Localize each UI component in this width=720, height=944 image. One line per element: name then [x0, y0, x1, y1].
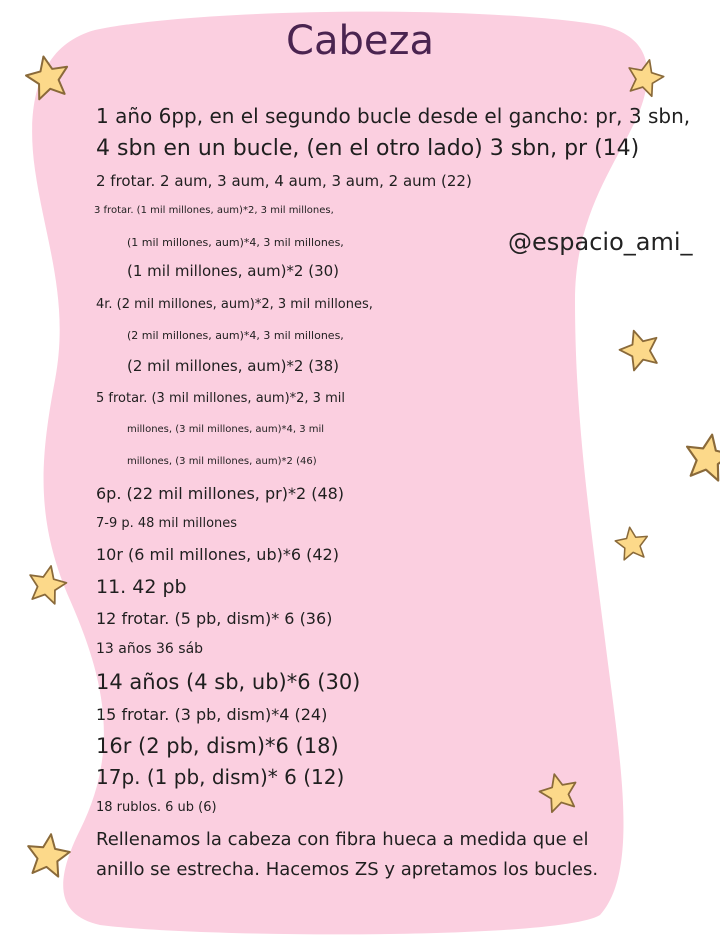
- star-icon: [609, 521, 654, 566]
- pattern-line: 3 frotar. (1 mil millones, aum)*2, 3 mil millones,: [94, 205, 334, 216]
- pattern-line: 13 años 36 sáb: [96, 641, 204, 657]
- pattern-line: 17p. (1 pb, dism)* 6 (12): [96, 765, 345, 789]
- pattern-line: 4 sbn en un bucle, (en el otro lado) 3 sbn, pr (14): [96, 136, 640, 161]
- pattern-line: 1 año 6pp, en el segundo bucle desde el gancho: pr, 3 sbn,: [96, 104, 691, 128]
- pattern-line: 2 frotar. 2 aum, 3 aum, 4 aum, 3 aum, 2 aum (22): [96, 172, 472, 190]
- pattern-line: anillo se estrecha. Hacemos ZS y apretamos los bucles.: [96, 859, 599, 880]
- pattern-line: (1 mil millones, aum)*2 (30): [127, 262, 340, 280]
- star-icon: [19, 827, 78, 886]
- pattern-line: 14 años (4 sb, ub)*6 (30): [96, 670, 361, 694]
- pattern-line: 4r. (2 mil millones, aum)*2, 3 mil millones,: [96, 297, 373, 312]
- pattern-line: 5 frotar. (3 mil millones, aum)*2, 3 mil: [96, 391, 345, 406]
- pattern-line: 15 frotar. (3 pb, dism)*4 (24): [96, 705, 328, 724]
- page-title: Cabeza: [286, 18, 434, 64]
- pattern-line: 10r (6 mil millones, ub)*6 (42): [96, 545, 339, 564]
- pattern-line: 6p. (22 mil millones, pr)*2 (48): [96, 484, 345, 503]
- pattern-line: 16r (2 pb, dism)*6 (18): [96, 734, 339, 758]
- pattern-line: (2 mil millones, aum)*4, 3 mil millones,: [127, 329, 344, 342]
- pattern-line: 11. 42 pb: [96, 576, 187, 598]
- pattern-line: 12 frotar. (5 pb, dism)* 6 (36): [96, 609, 333, 628]
- pattern-line: (1 mil millones, aum)*4, 3 mil millones,: [127, 236, 344, 249]
- pattern-line: 18 rublos. 6 ub (6): [96, 800, 217, 815]
- star-icon: [20, 558, 75, 613]
- pattern-line: (2 mil millones, aum)*2 (38): [127, 357, 340, 375]
- author-handle: @espacio_ami_: [508, 228, 693, 256]
- pattern-line: Rellenamos la cabeza con fibra hueca a medida que el: [96, 829, 589, 850]
- pattern-line: millones, (3 mil millones, aum)*2 (46): [127, 456, 317, 467]
- pattern-line: millones, (3 mil millones, aum)*4, 3 mil: [127, 424, 325, 435]
- star-icon: [17, 47, 79, 109]
- pattern-line: 7-9 p. 48 mil millones: [96, 516, 238, 531]
